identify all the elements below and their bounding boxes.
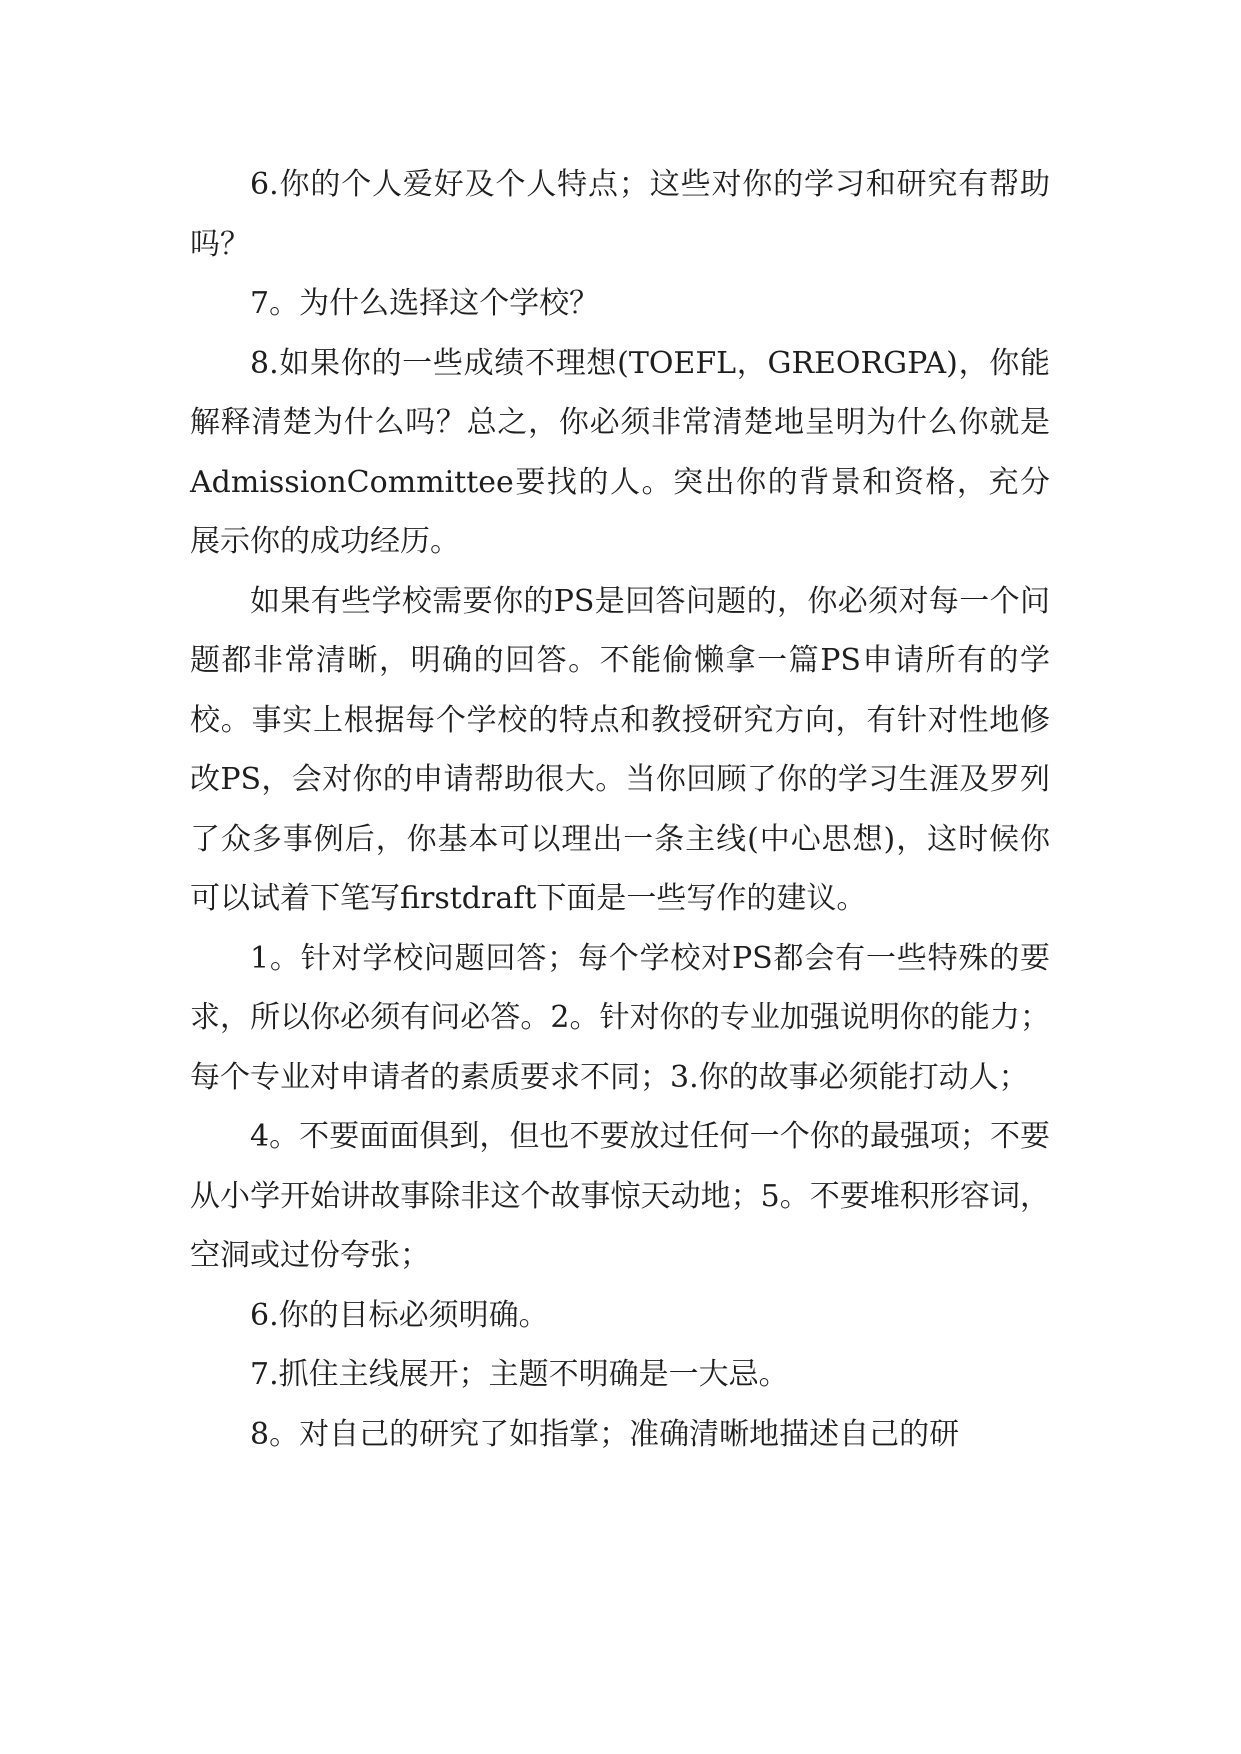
paragraph-tips-4-5: 4。不要面面俱到，但也不要放过任何一个你的最强项；不要从小学开始讲故事除非这个故事惊天动地；5。不要堆积形容词，空洞或过份夸张； bbox=[190, 1119, 1050, 1273]
paragraph-answer-questions: 如果有些学校需要你的PS是回答问题的，你必须对每一个问题都非常清晰，明确的回答。不能偷懒拿一篇PS申请所有的学校。事实上根据每个学校的特点和教授研究方向，有针对性地修改PS，会对你的申请帮助很大。当你回顾了你的学习生涯及罗列了众多事例后，你基本可以理出一条主线(中心思想)，这时候你可以试着下笔写firstdraft下面是一些写作的建议。 bbox=[190, 583, 1050, 916]
paragraph-tip-6: 6.你的目标必须明确。 bbox=[250, 1297, 549, 1333]
paragraph-low-scores: 8.如果你的一些成绩不理想(TOEFL，GREORGPA)，你能解释清楚为什么吗？总之，你必须非常清楚地呈明为什么你就是AdmissionCommittee要找的人。突出你的背景和资格，充分展示你的成功经历。 bbox=[190, 345, 1050, 559]
paragraph-tip-7: 7.抓住主线展开；主题不明确是一大忌。 bbox=[250, 1357, 789, 1392]
paragraph-hobbies: 6.你的个人爱好及个人特点；这些对你的学习和研究有帮助吗？ bbox=[190, 167, 1050, 262]
paragraph-tips-1-3: 1。针对学校问题回答；每个学校对PS都会有一些特殊的要求，所以你必须有问必答。2。针对你的专业加强说明你的能力；每个专业对申请者的素质要求不同；3.你的故事必须能打动人； bbox=[190, 940, 1050, 1095]
paragraph-tip-8: 8。对自己的研究了如指掌；准确清晰地描述自己的研 bbox=[250, 1416, 960, 1452]
paragraph-why-school: 7。为什么选择这个学校？ bbox=[250, 286, 600, 321]
document-body bbox=[190, 155, 1050, 1464]
